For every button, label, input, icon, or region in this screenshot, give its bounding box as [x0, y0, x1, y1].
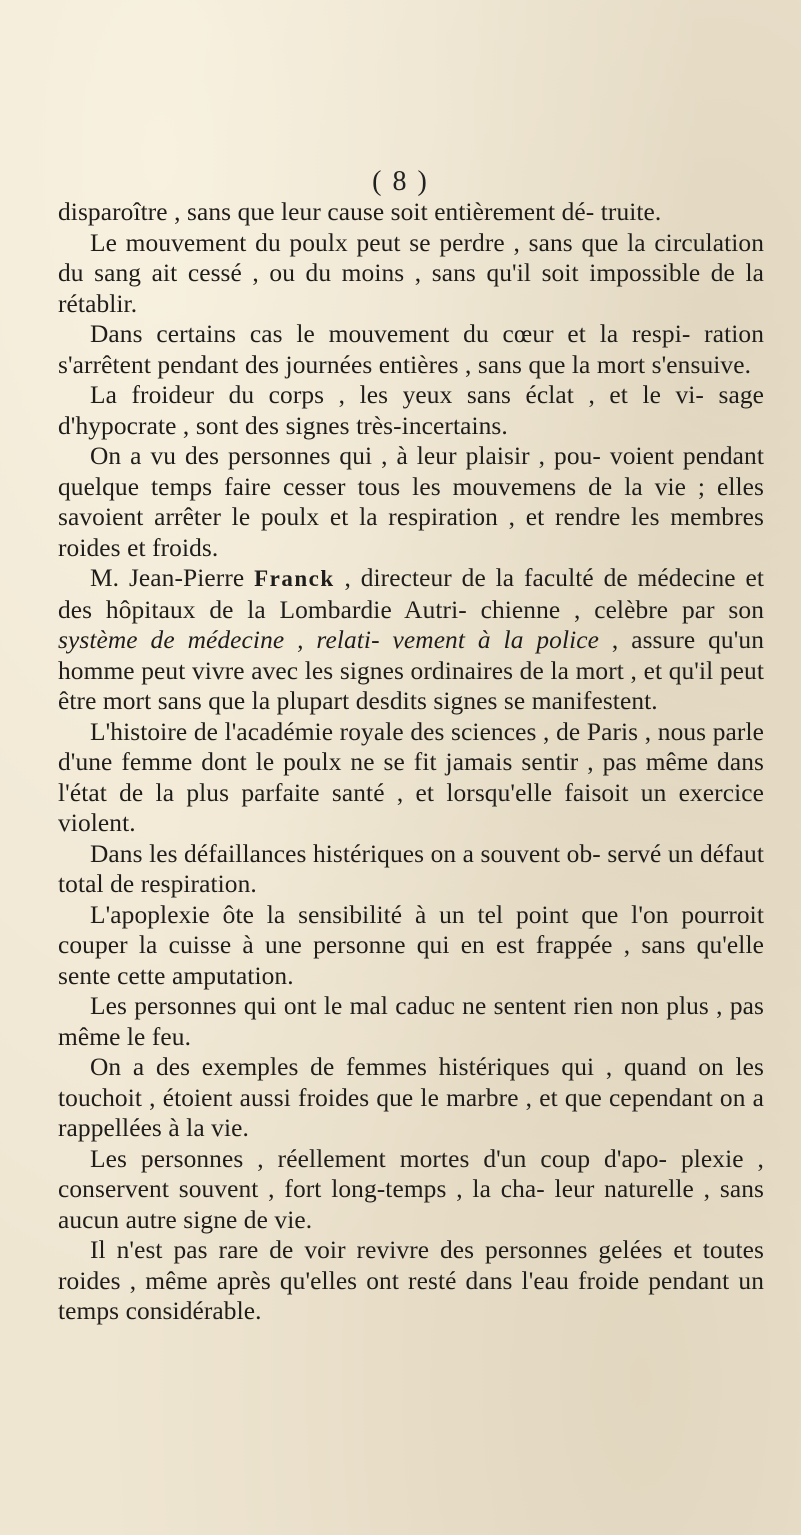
paragraph-franck — [58, 563, 764, 717]
text-run: M. Jean-Pierre — [90, 564, 255, 592]
paragraph: Le mouvement du poulx peut se perdre , sans que la circulation du sang ait cessé , ou du moins , sans qu'il soit impossible de la rétablir. — [58, 228, 764, 318]
page-number: ( 8 ) — [372, 166, 429, 197]
paragraph: Les personnes , réellement mortes d'un coup d'apo- plexie , conservent souvent , fort long-temps , la cha- leur naturelle , sans aucun autre signe de vie. — [58, 1144, 764, 1234]
paragraph: Dans les défaillances histériques on a souvent ob- servé un défaut total de respiration. — [58, 839, 764, 898]
text-run: , assure qu'un homme peut vivre avec les signes ordinaires de la mort , et qu'il peut être mort sans que la plupart desdits signes se manifestent. — [58, 626, 764, 715]
paragraph: L'apoplexie ôte la sensibilité à un tel point que l'on pourroit couper la cuisse à une personne qui en est frappée , sans qu'elle sente cette amputation. — [58, 900, 764, 990]
author-name: Franck — [254, 566, 335, 591]
body-text — [58, 197, 764, 1327]
paragraph: On a vu des personnes qui , à leur plaisir , pou- voient pendant quelque temps faire cesser tous les mouvemens de la vie ; elles savoient arrêter le poulx et la respiration , et rendre les membres roides et froids. — [58, 442, 764, 562]
paragraph: Il n'est pas rare de voir revivre des personnes gelées et toutes roides , même après qu'elles ont resté dans l'eau froide pendant un temps considérable. — [58, 1236, 764, 1325]
paragraph: L'histoire de l'académie royale des sciences , de Paris , nous parle d'une femme dont le poulx ne se fit jamais sentir , pas même dans l'état de la plus parfaite santé , et lorsqu'elle faisoit un exercice violent. — [58, 717, 764, 837]
text-run: , directeur de la faculté de médecine et des hôpitaux de la Lombardie Autri- chienne , celèbre par son — [58, 564, 764, 624]
book-title: système de médecine , relati- vement à la police — [58, 626, 600, 654]
paragraph: La froideur du corps , les yeux sans éclat , et le vi- sage d'hypocrate , sont des signes très-incertains. — [58, 381, 764, 440]
paragraph: Dans certains cas le mouvement du cœur et la respi- ration s'arrêtent pendant des journées entières , sans que la mort s'ensuive. — [58, 320, 764, 379]
paragraph: On a des exemples de femmes histériques qui , quand on les touchoit , étoient aussi froides que le marbre , et que cependant on a rappellées à la vie. — [58, 1053, 764, 1142]
paragraph: disparoître , sans que leur cause soit entièrement dé- truite. — [58, 198, 662, 226]
paragraph: Les personnes qui ont le mal caduc ne sentent rien non plus , pas même le feu. — [58, 992, 764, 1051]
